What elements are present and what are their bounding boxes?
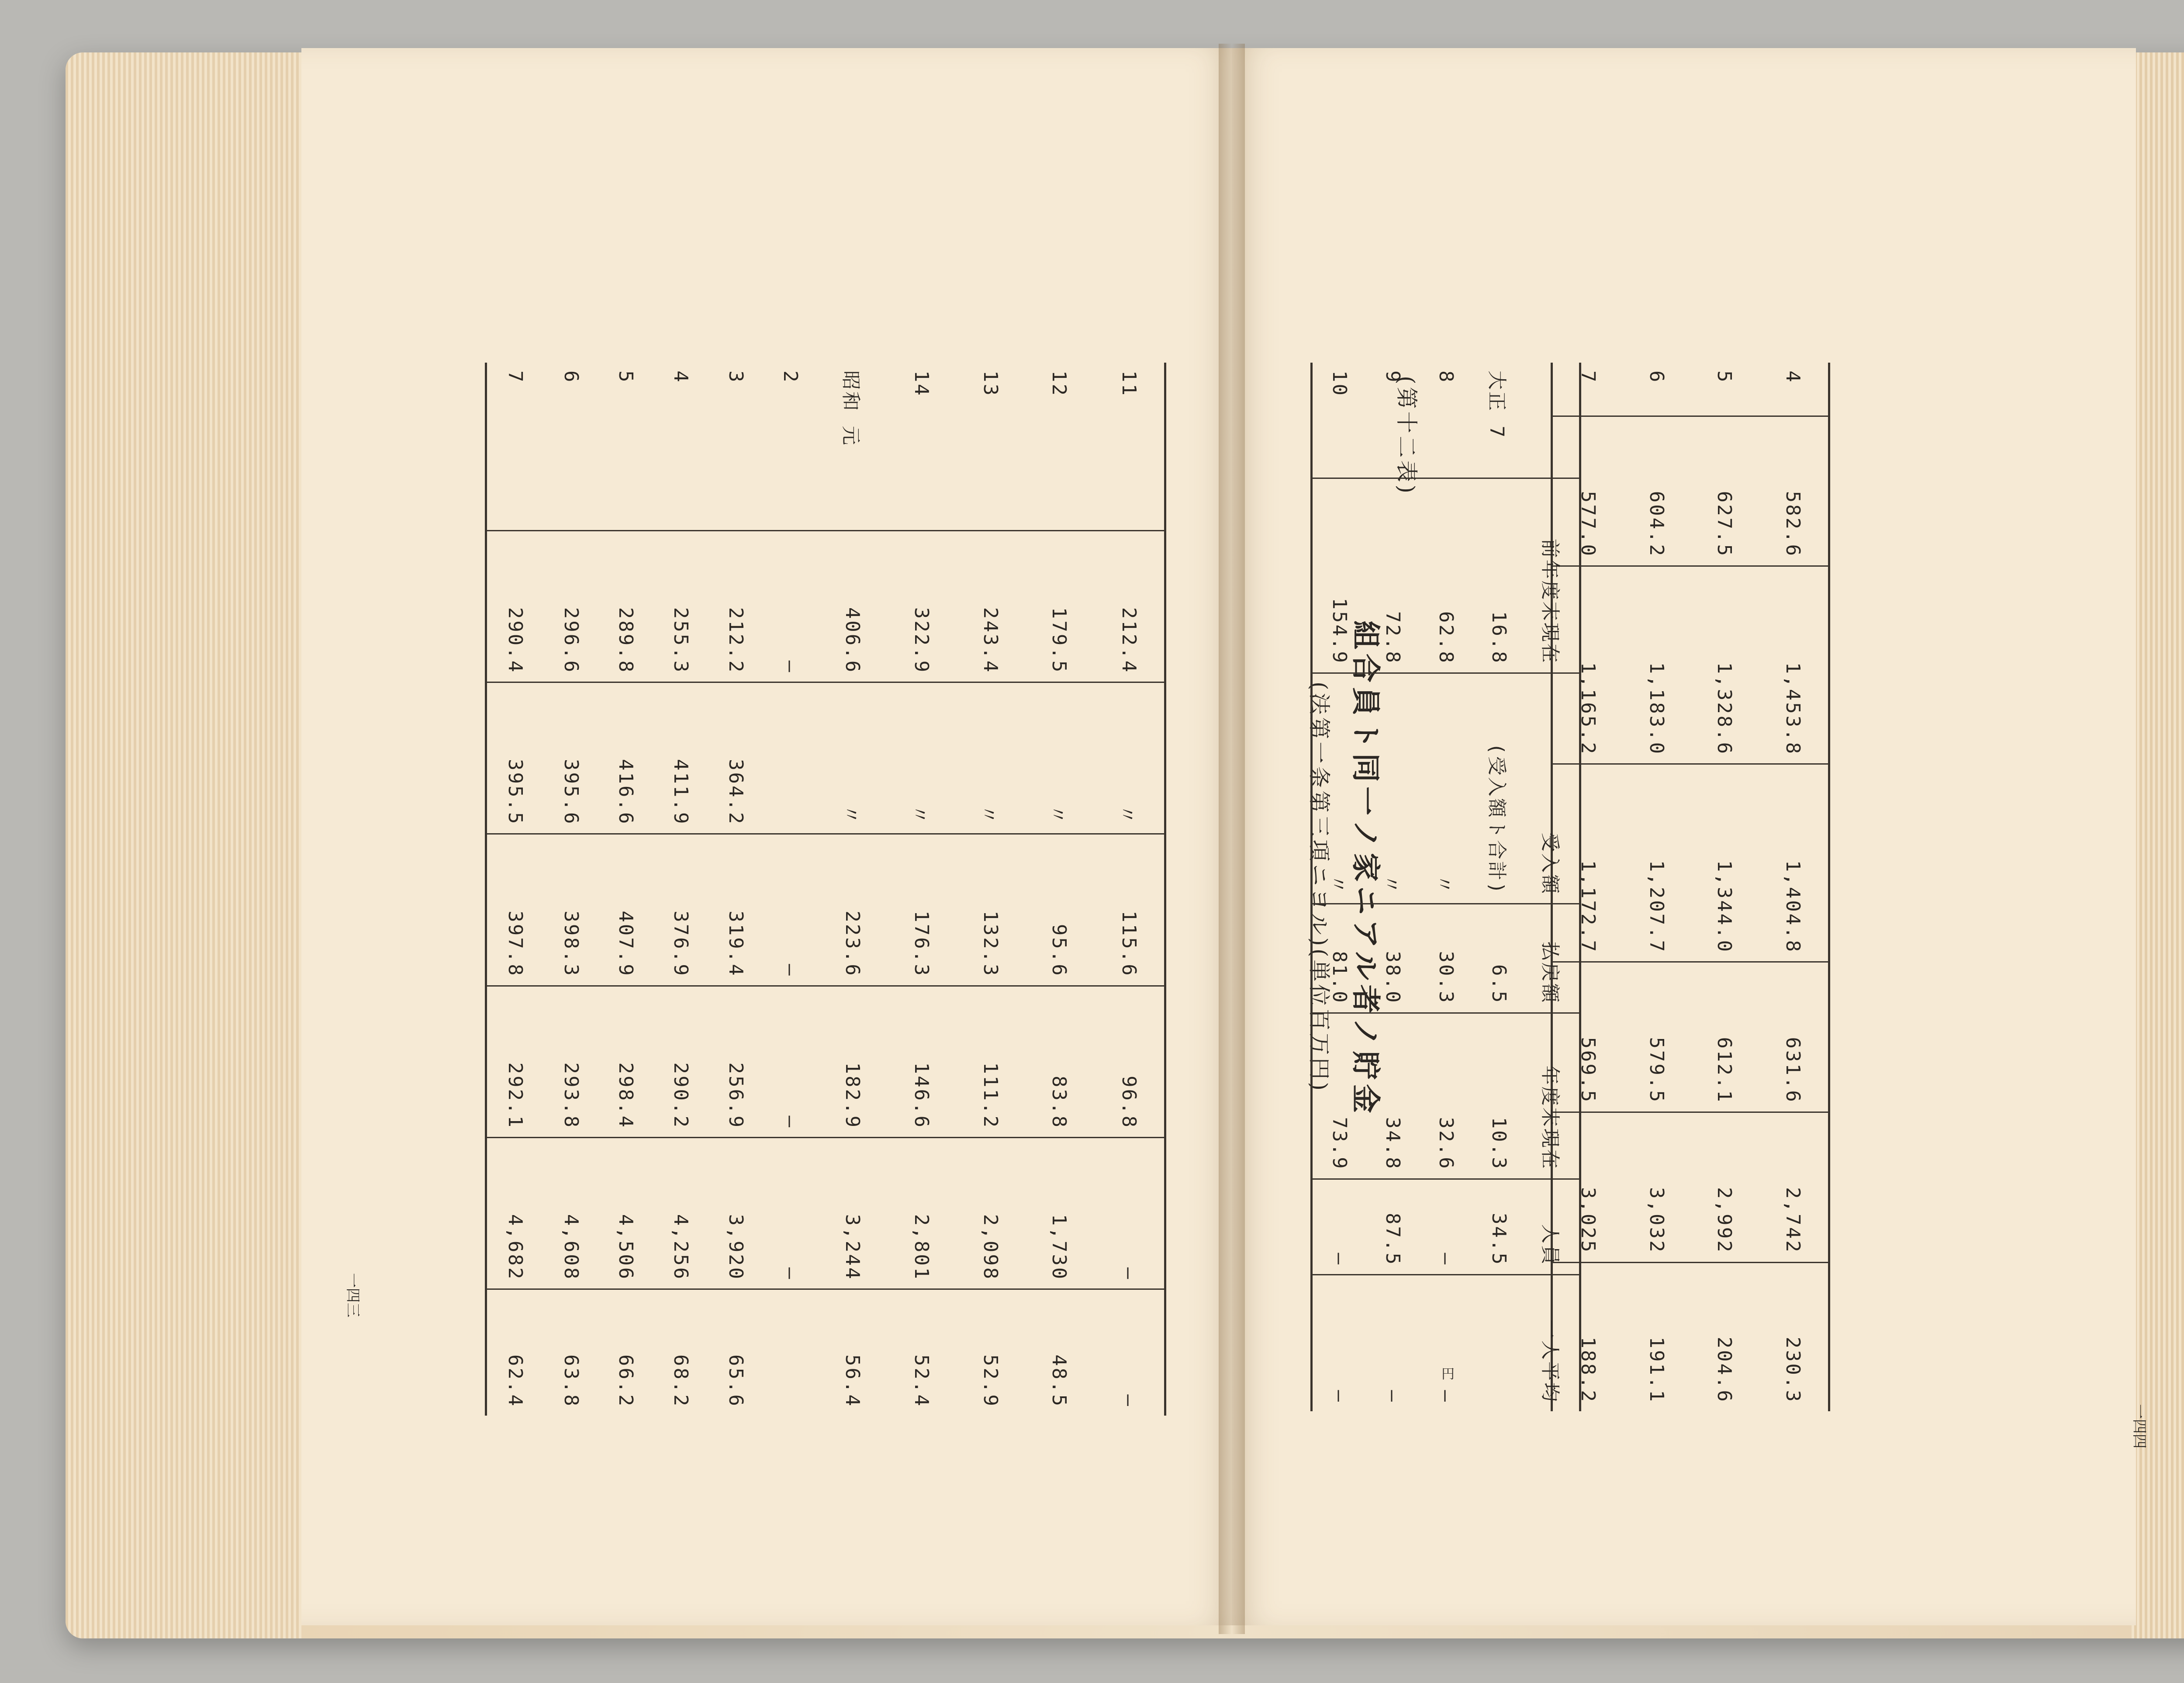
- cell-year: 5: [615, 371, 637, 384]
- cell-c1: 255.3: [653, 531, 708, 682]
- cell-c1: 179.5: [1025, 531, 1094, 682]
- cell-year: 11: [1094, 363, 1165, 531]
- right-page-stack: [2132, 52, 2184, 1638]
- table-row: [1472, 363, 1525, 1411]
- cell-c1: 62.8: [1419, 478, 1472, 673]
- cell-c2: 364.2: [708, 682, 763, 834]
- cell-c3: 1,207.7: [1623, 764, 1690, 962]
- cell-c1: 406.6: [818, 531, 887, 682]
- table-row: [598, 363, 653, 1416]
- cell-c5: 4,506: [598, 1137, 653, 1289]
- cell-c3: 38.0: [1366, 904, 1419, 1013]
- table-label: (第十二表): [1394, 376, 1419, 496]
- cell-c3: 176.3: [887, 834, 956, 986]
- cell-c5: 2,801: [887, 1137, 956, 1289]
- cell-c2: 〃: [818, 682, 887, 834]
- cell-year: 昭和 元: [839, 371, 862, 447]
- book-gutter: [1219, 44, 1245, 1634]
- cell-c6: 56.4: [818, 1289, 887, 1416]
- cell-c3: 1,344.0: [1690, 764, 1758, 962]
- cell-c5: 4,682: [486, 1137, 544, 1289]
- cell-c6: 52.4: [887, 1289, 956, 1416]
- cell-c1: 289.8: [598, 531, 653, 682]
- cell-c2: 〃: [1094, 682, 1165, 834]
- cell-c6: 191.1: [1623, 1262, 1690, 1411]
- cell-year: 大正 7: [1486, 371, 1508, 439]
- cell-c4: 298.4: [598, 986, 653, 1137]
- cell-c3: 1,172.7: [1552, 764, 1623, 962]
- cell-c3: 95.6: [1025, 834, 1094, 986]
- cell-year: 4: [670, 371, 692, 384]
- cell-c5: —: [1312, 1179, 1367, 1274]
- cell-c5: 3,920: [708, 1137, 763, 1289]
- table-row: [1094, 363, 1165, 1416]
- table-row: [486, 363, 544, 1416]
- cell-c3: 398.3: [543, 834, 598, 986]
- cell-c4: 146.6: [887, 986, 956, 1137]
- cell-c4: 631.6: [1758, 962, 1829, 1112]
- cell-c6: —: [1094, 1289, 1165, 1416]
- cell-c1: 582.6: [1758, 416, 1829, 566]
- cell-year: 14: [910, 371, 933, 397]
- cell-c2: 395.5: [486, 682, 544, 834]
- cell-c1: —: [763, 531, 818, 682]
- cell-c1: 243.4: [956, 531, 1025, 682]
- header-persons: 人員: [1525, 1179, 1580, 1274]
- cell-c1: 322.9: [887, 531, 956, 682]
- header-received: 受入額: [1525, 673, 1580, 904]
- cell-c2: 〃: [1312, 673, 1367, 904]
- cell-c5: 1,730: [1025, 1137, 1094, 1289]
- cell-c5: 4,256: [653, 1137, 708, 1289]
- cell-c5: 87.5: [1366, 1179, 1419, 1274]
- table-row: [1623, 363, 1690, 1411]
- cell-c1: 296.6: [543, 531, 598, 682]
- table-row: [1419, 363, 1472, 1411]
- cell-c1: 212.4: [1094, 531, 1165, 682]
- cell-c5: 4,608: [543, 1137, 598, 1289]
- cell-c1: 16.8: [1472, 478, 1525, 673]
- cell-c1: 627.5: [1690, 416, 1758, 566]
- cell-c2: 〃: [1025, 682, 1094, 834]
- continuation-table: [1551, 363, 1830, 1411]
- right-page-number: 一四四: [2130, 1404, 2148, 1449]
- cell-c2: 1,453.8: [1758, 566, 1829, 764]
- table-row: [653, 363, 708, 1416]
- cell-c5: —: [1419, 1179, 1472, 1274]
- header-previous-balance: 前年度末現在: [1525, 478, 1580, 673]
- cell-c2: 〃: [887, 682, 956, 834]
- cell-c2: 395.6: [543, 682, 598, 834]
- cell-c4: 96.8: [1094, 986, 1165, 1137]
- cell-c4: 10.3: [1472, 1013, 1525, 1179]
- header-average: 一人平均: [1525, 1274, 1580, 1411]
- cell-year: 8: [1434, 371, 1457, 384]
- cell-c6: 63.8: [543, 1289, 598, 1416]
- cell-year: 10: [1312, 363, 1367, 478]
- cell-c4: 579.5: [1623, 962, 1690, 1112]
- cell-c1: 212.2: [708, 531, 763, 682]
- header-year-end-balance: 年度末現在: [1525, 1013, 1580, 1179]
- table-row: [1690, 363, 1758, 1411]
- cell-c6: —: [1312, 1274, 1367, 1411]
- cell-c5: 2,992: [1690, 1112, 1758, 1262]
- cell-year: 9: [1382, 371, 1404, 384]
- cell-year: 12: [1048, 371, 1071, 397]
- header-year: [1525, 363, 1580, 478]
- cell-c2: 〃: [1366, 673, 1419, 904]
- table-row: [708, 363, 763, 1416]
- cell-c5: 2,098: [956, 1137, 1025, 1289]
- cell-year: 5: [1713, 371, 1735, 384]
- cell-c3: 81.0: [1312, 904, 1367, 1013]
- cell-year: 4: [1758, 363, 1829, 416]
- table-row: [1025, 363, 1094, 1416]
- left-table: [485, 363, 1166, 1416]
- unit-yen: 円: [1441, 1367, 1455, 1382]
- table-row: [887, 363, 956, 1416]
- cell-c6: 62.4: [486, 1289, 544, 1416]
- cell-c2: 〃: [956, 682, 1025, 834]
- cell-c3: 6.5: [1472, 904, 1525, 1013]
- cell-c2: 〃: [1419, 673, 1472, 904]
- table-row: [1312, 363, 1367, 1411]
- cell-c6: [763, 1289, 818, 1416]
- cell-year: 2: [779, 371, 802, 384]
- cell-c6: 188.2: [1552, 1262, 1623, 1411]
- cell-c6: 65.6: [708, 1289, 763, 1416]
- cell-c5: 2,742: [1758, 1112, 1829, 1262]
- cell-c2: 411.9: [653, 682, 708, 834]
- left-page-number: 一四三: [344, 1273, 362, 1318]
- cell-c1: 72.8: [1366, 478, 1419, 673]
- table-row: [818, 363, 887, 1416]
- cell-c1: 154.9: [1312, 478, 1367, 673]
- table-row: [1758, 363, 1829, 1411]
- cell-c5: —: [1094, 1137, 1165, 1289]
- cell-c2: 1,328.6: [1690, 566, 1758, 764]
- cell-c3: 223.6: [818, 834, 887, 986]
- cell-c4: 290.2: [653, 986, 708, 1137]
- cell-c5: —: [763, 1137, 818, 1289]
- cell-year: 6: [560, 371, 582, 384]
- cell-c4: 34.8: [1366, 1013, 1419, 1179]
- cell-c3: 1,404.8: [1758, 764, 1829, 962]
- table-row: [763, 363, 818, 1416]
- cell-c6: —: [1366, 1274, 1419, 1411]
- cell-c6: 204.6: [1690, 1262, 1758, 1411]
- cell-c5: 3,244: [818, 1137, 887, 1289]
- cell-c4: 569.5: [1552, 962, 1623, 1112]
- cell-year: 3: [724, 371, 747, 384]
- cell-c4: 256.9: [708, 986, 763, 1137]
- cell-c4: 612.1: [1690, 962, 1758, 1112]
- cell-c2: 1,183.0: [1623, 566, 1690, 764]
- cell-c1: 577.0: [1552, 416, 1623, 566]
- cell-c6: 66.2: [598, 1289, 653, 1416]
- cell-c2: 1,165.2: [1552, 566, 1623, 764]
- cell-c6: [1472, 1274, 1525, 1411]
- header-row: [1525, 363, 1580, 1411]
- cell-c3: 376.9: [653, 834, 708, 986]
- table-subtitle: (法第一条第三項ニヨル)(単位百万円): [1306, 682, 1332, 1094]
- cell-c1: 290.4: [486, 531, 544, 682]
- cell-c1: 604.2: [1623, 416, 1690, 566]
- left-page-stack: [66, 52, 301, 1638]
- table-row: [1366, 363, 1419, 1411]
- cell-c3: 115.6: [1094, 834, 1165, 986]
- cell-c3: 319.4: [708, 834, 763, 986]
- cell-c4: 83.8: [1025, 986, 1094, 1137]
- table-row: [956, 363, 1025, 1416]
- table-title: 組合員ト同一ノ家ニアル者ノ貯金: [1349, 620, 1383, 1118]
- table-row: [543, 363, 598, 1416]
- cell-c3: 407.9: [598, 834, 653, 986]
- cell-c3: 397.8: [486, 834, 544, 986]
- cell-c5: 3,032: [1623, 1112, 1690, 1262]
- cell-c4: 32.6: [1419, 1013, 1472, 1179]
- cell-c4: 182.9: [818, 986, 887, 1137]
- cell-c6: 52.9: [956, 1289, 1025, 1416]
- cell-c4: 73.9: [1312, 1013, 1367, 1179]
- cell-c5: 3,025: [1552, 1112, 1623, 1262]
- cell-year: 13: [979, 371, 1002, 397]
- cell-c4: —: [763, 986, 818, 1137]
- cell-c3: 30.3: [1419, 904, 1472, 1013]
- cell-c4: 292.1: [486, 986, 544, 1137]
- cell-c2: 416.6: [598, 682, 653, 834]
- table-twelve: [1310, 363, 1581, 1411]
- cell-year: 7: [1552, 363, 1623, 416]
- cell-c2: [763, 682, 818, 834]
- cell-c6: 230.3: [1758, 1262, 1829, 1411]
- cell-year: 7: [486, 363, 544, 531]
- cell-c4: 293.8: [543, 986, 598, 1137]
- cell-c3: —: [763, 834, 818, 986]
- cell-year: 6: [1645, 371, 1668, 384]
- cell-c4: 111.2: [956, 986, 1025, 1137]
- header-withdrawn: 払戻額: [1525, 904, 1580, 1013]
- cell-c6: 48.5: [1025, 1289, 1094, 1416]
- cell-c6: —: [1419, 1274, 1472, 1411]
- cell-c2: (受入額ト合計): [1472, 673, 1525, 904]
- cell-c6: 68.2: [653, 1289, 708, 1416]
- cell-c3: 132.3: [956, 834, 1025, 986]
- cell-c5: 34.5: [1472, 1179, 1525, 1274]
